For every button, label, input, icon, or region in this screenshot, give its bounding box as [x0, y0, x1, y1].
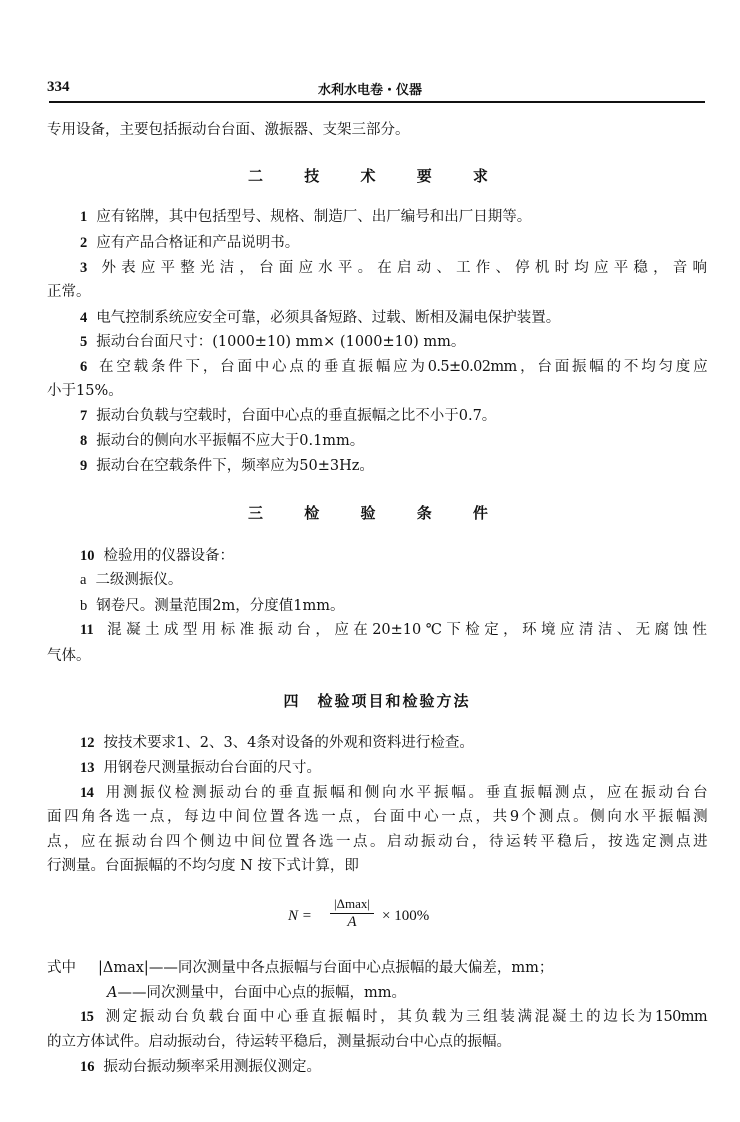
where-label: 式中	[47, 960, 76, 976]
clause-text: 在空载条件下，台面中心点的垂直振幅应为0.5±0.02mm，台面振幅的不均匀度应	[95, 359, 707, 375]
item-a	[80, 570, 707, 590]
where-def-1: ——同次测量中各点振幅与台面中心点振幅的最大偏差，mm；	[148, 960, 554, 976]
clause-text: 应有铭牌，其中包括型号、规格、制造厂、出厂编号和出厂日期等。	[96, 209, 532, 225]
clause-6	[80, 357, 707, 377]
clause-14-line4: 行测量。台面振幅的不均匀度 N 按下式计算，即	[47, 858, 359, 874]
clause-number: 12	[80, 735, 95, 751]
clause-number: 4	[80, 310, 88, 326]
clause-number: 15	[80, 1009, 94, 1025]
formula-lhs: N =	[288, 908, 312, 924]
clause-14	[80, 783, 707, 803]
item-b	[80, 596, 707, 616]
clause-11	[80, 620, 707, 640]
formula-fraction	[330, 896, 374, 931]
item-text: 二级测振仪。	[95, 572, 183, 588]
formula-denominator: A	[347, 914, 357, 930]
clause-14-line2: 面四角各选一点，每边中间位置各选一点，台面中心一点，共9个测点。侧向水平振幅测	[47, 809, 707, 825]
clause-text: 按技术要求1、2、3、4条对设备的外观和资料进行检查。	[103, 735, 474, 751]
running-title: 水利水电卷・仪器	[317, 83, 422, 98]
clause-13	[80, 758, 707, 778]
clause-number: 6	[80, 359, 87, 375]
clause-text: 外表应平整光洁，台面应水平。在启动、工作、停机时均应平稳，音响	[96, 260, 707, 276]
clause-number: 7	[80, 408, 88, 424]
clause-number: 2	[80, 235, 88, 251]
clause-9	[80, 456, 707, 476]
clause-text: 振动台负载与空载时，台面中心点的垂直振幅之比不小于0.7。	[96, 408, 497, 424]
clause-text: 用钢卷尺测量振动台台面的尺寸。	[103, 760, 321, 776]
clause-3-cont: 正常。	[47, 284, 91, 300]
item-letter: b	[80, 598, 88, 614]
clause-text: 振动台振动频率采用测振仪测定。	[103, 1059, 321, 1075]
header-rule	[49, 101, 705, 103]
clause-text: 电气控制系统应安全可靠，必须具备短路、过载、断相及漏电保护装置。	[96, 310, 561, 326]
clause-6-cont: 小于15%。	[47, 383, 123, 399]
formula-rhs: × 100%	[382, 908, 430, 924]
clause-text: 振动台在空载条件下，频率应为50±3Hz。	[96, 458, 374, 474]
where-line-1	[47, 958, 707, 978]
intro-text: 专用设备，主要包括振动台台面、激振器、支架三部分。	[47, 122, 410, 138]
clause-text: 振动台台面尺寸：(1000±10) mm× (1000±10) mm。	[96, 334, 466, 350]
clause-number: 13	[80, 760, 95, 776]
clause-15-cont: 的立方体试件。启动振动台，待运转平稳后，测量振动台中心点的振幅。	[47, 1034, 511, 1050]
page-number: 334	[47, 79, 70, 95]
item-text: 钢卷尺。测量范围2m，分度值1mm。	[96, 598, 345, 614]
where-term-2: A	[107, 985, 118, 1001]
clause-number: 14	[80, 785, 94, 801]
clause-number: 8	[80, 433, 88, 449]
section-heading-2: 二 技 术 要 求	[248, 167, 506, 185]
clause-1	[80, 207, 707, 227]
clause-number: 9	[80, 458, 88, 474]
clause-5	[80, 332, 707, 352]
section-heading-3: 三 检 验 条 件	[248, 504, 506, 522]
clause-text: 用测振仪检测振动台的垂直振幅和侧向水平振幅。垂直振幅测点，应在振动台台	[102, 785, 707, 801]
clause-number: 5	[80, 334, 88, 350]
clause-7	[80, 406, 707, 426]
where-term-1: |Δmax|	[98, 960, 149, 976]
formula-numerator: |Δmax|	[330, 896, 374, 914]
clause-text: 测定振动台负载台面中心垂直振幅时，其负载为三组装满混凝土的边长为150mm	[102, 1009, 707, 1025]
clause-text: 混凝土成型用标准振动台，应在20±10℃下检定，环境应清洁、无腐蚀性	[102, 622, 707, 638]
clause-4	[80, 308, 707, 328]
where-line-2	[107, 983, 707, 1003]
clause-15	[80, 1007, 707, 1027]
item-letter: a	[80, 572, 87, 588]
clause-16	[80, 1057, 707, 1077]
where-def-2: ——同次测量中，台面中心点的振幅，mm。	[117, 985, 406, 1001]
section-heading-4: 四 检验项目和检验方法	[283, 692, 471, 710]
clause-text: 振动台的侧向水平振幅不应大于0.1mm。	[96, 433, 365, 449]
clause-text: 应有产品合格证和产品说明书。	[96, 235, 300, 251]
clause-12	[80, 733, 707, 753]
clause-14-line3: 点，应在振动台四个侧边中间位置各选一点。启动振动台，待运转平稳后，按选定测点进	[47, 834, 707, 850]
clause-8	[80, 431, 707, 451]
clause-text: 检验用的仪器设备：	[103, 548, 234, 564]
clause-number: 11	[80, 622, 94, 638]
clause-number: 3	[80, 260, 88, 276]
clause-2	[80, 233, 707, 253]
clause-number: 10	[80, 548, 95, 564]
clause-11-cont: 气体。	[47, 648, 91, 664]
clause-number: 16	[80, 1059, 95, 1075]
clause-number: 1	[80, 209, 88, 225]
clause-10	[80, 546, 707, 566]
clause-3	[80, 258, 707, 278]
